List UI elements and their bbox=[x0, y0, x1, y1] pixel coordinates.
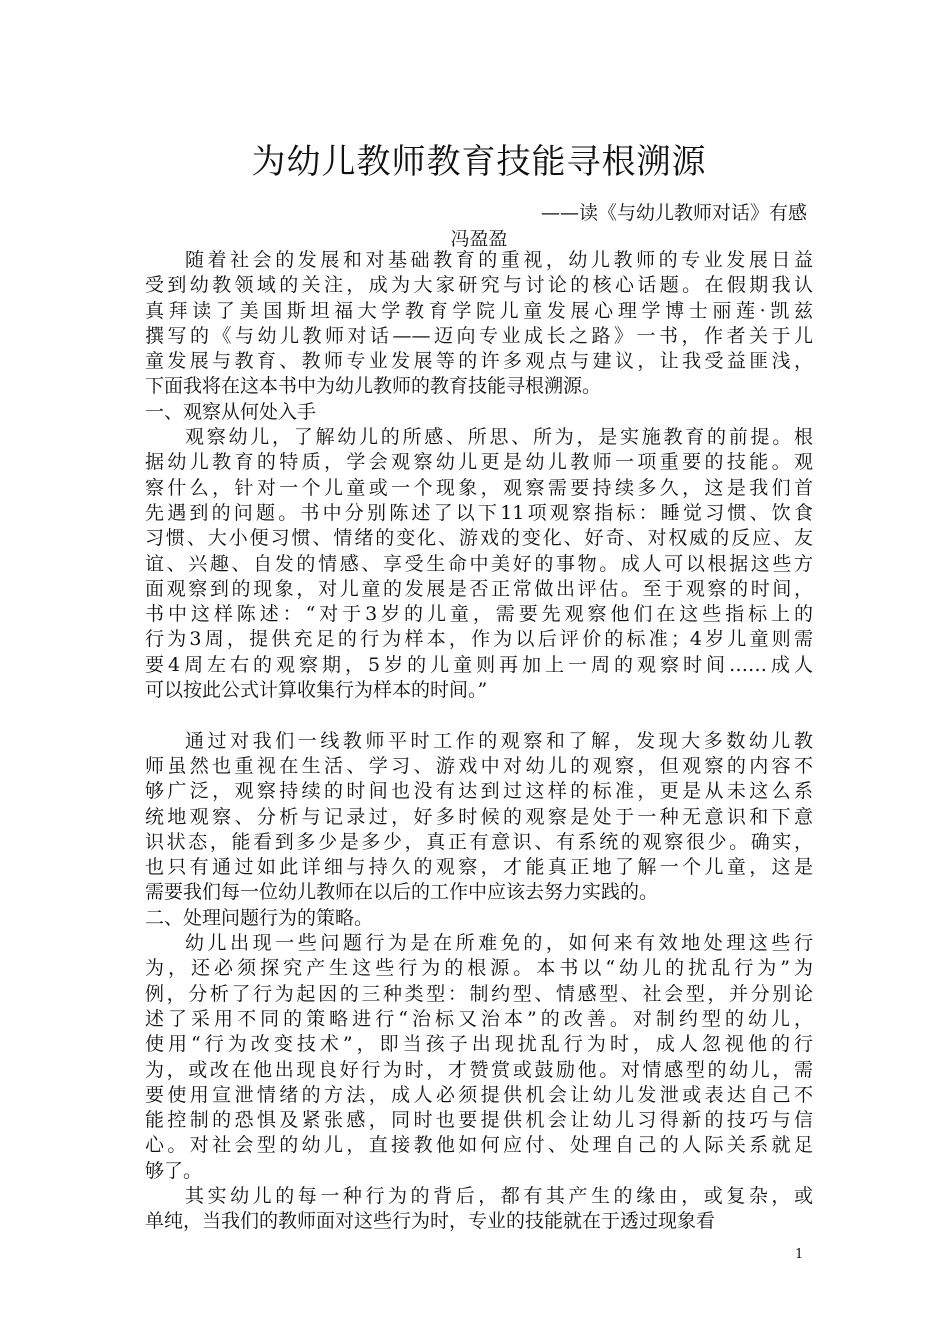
text-line: 观察幼儿，了解幼儿的所感、所思、所为，是实施教育的前提。根 bbox=[185, 426, 813, 449]
text-line: 为，或改在他出现良好行为时，才赞赏或鼓励他。对情感型的幼儿，需 bbox=[145, 1058, 813, 1081]
text-line: 使用“行为改变技术”，即当孩子出现扰乱行为时，成人忽视他的行 bbox=[145, 1033, 813, 1056]
paragraph bbox=[145, 1184, 813, 1235]
paragraph bbox=[145, 248, 813, 400]
text-line: 为，还必须探究产生这些行为的根源。本书以“幼儿的扰乱行为”为 bbox=[145, 957, 813, 980]
text-line: 能控制的恐惧及紧张感，同时也要提供机会让幼儿习得新的技巧与信 bbox=[145, 1109, 813, 1132]
text-line: 习惯、大小便习惯、情绪的变化、游戏的变化、好奇、对权威的反应、友 bbox=[145, 527, 813, 550]
text-line: 通过对我们一线教师平时工作的观察和了解，发现大多数幼儿教 bbox=[185, 729, 813, 752]
text-line: 够广泛，观察持续的时间也没有达到过这样的标准，更是从未这么系 bbox=[145, 780, 813, 803]
text-line: 要使用宣泄情绪的方法，成人必须提供机会让幼儿发泄或表达自己不 bbox=[145, 1083, 813, 1106]
paragraph bbox=[145, 425, 813, 703]
text-line: 可以按此公式计算收集行为样本的时间。” bbox=[145, 679, 488, 702]
text-line: 幼儿出现一些问题行为是在所难免的，如何来有效地处理这些行 bbox=[185, 932, 813, 955]
text-line: 书中这样陈述：“对于3岁的儿童，需要先观察他们在这些指标上的 bbox=[145, 603, 813, 626]
document-subtitle: ——读《与幼儿教师对话》有感 bbox=[540, 202, 807, 224]
text-line: 述了采用不同的策略进行“治标又治本”的改善。对制约型的幼儿， bbox=[145, 1007, 813, 1030]
section-heading bbox=[145, 906, 813, 931]
text-line: 例，分析了行为起因的三种类型：制约型、情感型、社会型，并分别论 bbox=[145, 982, 813, 1005]
text-line: 师虽然也重视在生活、学习、游戏中对幼儿的观察，但观察的内容不 bbox=[145, 754, 813, 777]
text-line: 其实幼儿的每一种行为的背后，都有其产生的缘由，或复杂，或 bbox=[185, 1184, 813, 1207]
blank-line bbox=[145, 703, 813, 728]
section-heading bbox=[145, 400, 813, 425]
document-title: 为幼儿教师教育技能寻根溯源 bbox=[251, 142, 707, 182]
text-line: 需要我们每一位幼儿教师在以后的工作中应该去努力实践的。 bbox=[145, 881, 659, 904]
paragraph bbox=[145, 729, 813, 906]
text-line: 下面我将在这本书中为幼儿教师的教育技能寻根溯源。 bbox=[145, 375, 602, 398]
paragraph bbox=[145, 931, 813, 1184]
text-line: 心。对社会型的幼儿，直接教他如何应付、处理自己的人际关系就足 bbox=[145, 1134, 813, 1157]
text-line: 统地观察、分析与记录过，好多时候的观察是处于一种无意识和下意 bbox=[145, 805, 813, 828]
text-line: 面观察到的现象，对儿童的发展是否正常做出评估。至于观察的时间， bbox=[145, 577, 813, 600]
text-line: 够了。 bbox=[145, 1159, 203, 1182]
page-number: 1 bbox=[795, 1247, 804, 1262]
text-line: 真拜读了美国斯坦福大学教育学院儿童发展心理学博士丽莲·凯兹 bbox=[145, 299, 813, 322]
text-line: 行为3周，提供充足的行为样本，作为以后评价的标准；4岁儿童则需 bbox=[145, 628, 813, 651]
text-line: 也只有通过如此详细与持久的观察，才能真正地了解一个儿童，这是 bbox=[145, 856, 813, 879]
text-line: 据幼儿教育的特质，学会观察幼儿更是幼儿教师一项重要的技能。观 bbox=[145, 451, 813, 474]
document-author: 冯盈盈 bbox=[450, 228, 508, 250]
text-line: 二、处理问题行为的策略。 bbox=[145, 906, 374, 929]
text-line: 一、观察从何处入手 bbox=[145, 400, 317, 423]
text-line: 识状态，能看到多少是多少，真正有意识、有系统的观察很少。确实， bbox=[145, 830, 813, 853]
text-line: 要4周左右的观察期，5岁的儿童则再加上一周的观察时间……成人 bbox=[145, 653, 813, 676]
text-line: 谊、兴趣、自发的情感、享受生命中美好的事物。成人可以根据这些方 bbox=[145, 552, 813, 575]
text-line: 察什么，针对一个儿童或一个现象，观察需要持续多久，这是我们首 bbox=[145, 476, 813, 499]
text-line: 童发展与教育、教师专业发展等的许多观点与建议，让我受益匪浅， bbox=[145, 350, 813, 373]
text-line: 随着社会的发展和对基础教育的重视，幼儿教师的专业发展日益 bbox=[185, 249, 813, 271]
document-page bbox=[145, 0, 813, 1344]
text-line bbox=[145, 703, 813, 728]
text-line: 先遇到的问题。书中分别陈述了以下11项观察指标：睡觉习惯、饮食 bbox=[145, 501, 813, 524]
text-line: 单纯，当我们的教师面对这些行为时，专业的技能就在于透过现象看 bbox=[145, 1210, 716, 1233]
document-body bbox=[145, 248, 813, 1235]
text-line: 撰写的《与幼儿教师对话——迈向专业成长之路》一书，作者关于儿 bbox=[145, 324, 813, 347]
text-line: 受到幼教领域的关注，成为大家研究与讨论的核心话题。在假期我认 bbox=[145, 274, 813, 297]
